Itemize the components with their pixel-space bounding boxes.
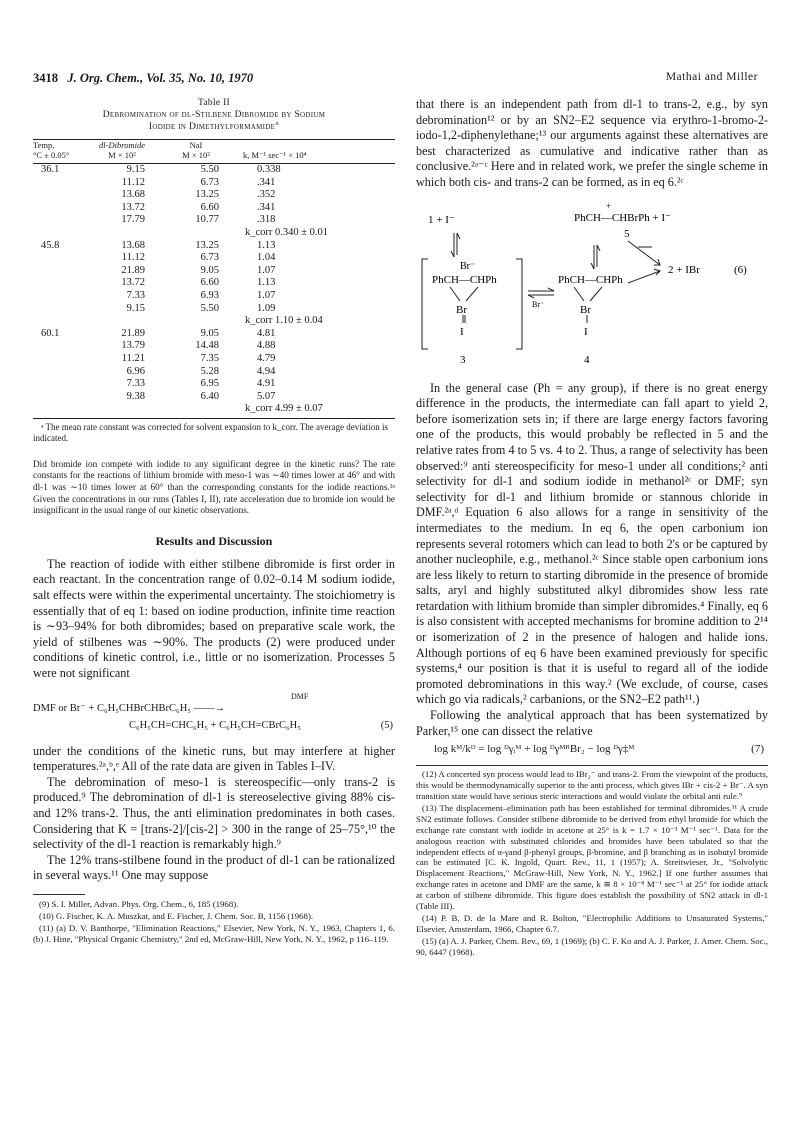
- eq5-reactants: DMF or Br⁻ + C₆H₅CHBrCHBrC₆H₅ ——→: [33, 702, 226, 714]
- equilibrium-arrow-right: [591, 245, 600, 269]
- table-body: [33, 164, 395, 419]
- dibromide-cell: 13.79: [121, 340, 145, 352]
- dibromide-cell: 9.38: [126, 390, 145, 402]
- nai-cell: 13.25: [195, 239, 219, 251]
- rate-constant-cell: 1.07: [257, 264, 276, 276]
- table-label: Table II: [197, 98, 231, 108]
- bromide-counterion: Br⁻: [460, 260, 476, 272]
- discussion-paragraph-1: that there is an independent path from dl-1 to trans-2, e.g., by syn debromination¹² or by an SN2–E2 sequence via erythro-1-bromo-2-iodo-1,2-diphenylethane;¹³ our arguments against these alternatives are best characterized as cumulative and indicative rather than as conclusive.²ᵃ⁻ᶜ Here and in related work, we prefer the single scheme in which both cis- and trans-2 can be formed, as in eq 6.²ᶜ: [416, 97, 768, 189]
- nai-cell: 6.95: [200, 378, 219, 390]
- footnote-12: (12) A concerted syn process would lead to IBr₂⁻ and trans-2. From the viewpoint of the products, this would be thermodynamically superior to the anti process, which gives IBr + cis-2 + Br⁻. A syn transition state would have serious steric interactions and would violate the orbital anti rule.⁹: [416, 769, 768, 802]
- nai-cell: 14.48: [195, 340, 219, 352]
- equilibrium-arrow-left: [451, 233, 460, 257]
- col-header-k: k, M⁻¹ sec⁻¹ × 10⁴: [243, 150, 307, 160]
- scheme-top-left: 1 + I⁻: [428, 213, 455, 226]
- table-row: [33, 202, 395, 215]
- scheme-drawing: [416, 201, 768, 367]
- table-row: [33, 252, 395, 265]
- nai-cell: 6.73: [200, 252, 219, 264]
- table-row: [33, 265, 395, 278]
- footnote-13: (13) The displacement–elimination path has been established for terminal dibromides.¹¹ A crude SN2 estimate follows. Consider stilbene dibromide to be derived from ethyl bromide for which the exchange rate constant with iodide in acetone at 25° is k = 1.7 × 10⁻³ M⁻¹ sec⁻¹. Data for the analogous reaction with substituted chlorides and bromides have been tabulated so that the independent effects of α-γand β-phenyl groups, β-bromine, and β branching as in isobutyl bromide can be estimated [C. K. Ingold, Quart. Rev., 11, 1 (1957); A. Streitwieser, Jr., "Solvolytic Displacement Reactions," McGraw-Hill, New York, N. Y., 1962.] If one further assumes that exchange rates in acetone and DMF are the same, k ≅ 8 × 10⁻⁸ M⁻¹ sec⁻¹ at 25° for iodide attack at carbon of stilbene dibromide. This figure does establish the possibility of SN2 attack in dl-1 (Table III).: [416, 802, 768, 912]
- reaction-scheme-6: [416, 201, 768, 367]
- table-row: [33, 277, 395, 290]
- rate-constant-cell: 1.04: [257, 252, 276, 264]
- nai-cell: 13.25: [195, 189, 219, 201]
- dibromide-cell: 9.15: [126, 164, 145, 175]
- col-header-nai: NaI: [189, 140, 203, 150]
- label-intermediate-3: 3: [460, 353, 466, 366]
- table-caption: [33, 97, 395, 133]
- nai-cell: 5.50: [200, 302, 219, 314]
- rate-constant-cell: 4.79: [257, 352, 276, 364]
- col-header-dibromide: dl-Dibromide: [99, 140, 145, 150]
- col-header-temp: Temp,: [33, 140, 55, 150]
- nai-cell: 6.93: [200, 289, 219, 301]
- temp-cell: 36.1: [41, 164, 60, 175]
- left-column: [33, 97, 395, 946]
- corrected-rate-constant: k_corr 4.99 ± 0.07: [233, 403, 395, 418]
- temp-cell: [33, 303, 85, 316]
- product-arrows: [628, 241, 660, 283]
- nai-cell: 7.35: [200, 352, 219, 364]
- footnote-11: (11) (a) D. V. Banthorpe, "Elimination Reactions," Elsevier, New York, N. Y., 1963, Chapters 1, 6. (b) J. Hine, "Physical Organic Chemistry," 2nd ed, McGraw-Hill, New York, N. Y., 1962, p 116–119.: [33, 922, 395, 944]
- eq7-expression: log kᴹ/kᴰ = log ᴰγᵢᴹ + log ᴰγᴹᴿBr₂ − log ᴰγ‡ᴹ: [434, 743, 635, 756]
- results-paragraph-3: The debromination of meso-1 is stereospecific—only trans-2 is produced.⁹ The debromination of dl-1 is stereoselective giving 88% cis- and 12% trans-2. Thus, the anti elimination predominates in both cases. Considering that K = [trans-2]/[cis-2] > 300 in the range of 25–75°,¹⁰ the selectivity of the dl-1 reaction is remarkably high.⁹: [33, 774, 395, 852]
- scheme-carbonium: PhCH—CHBrPh + I⁻: [574, 211, 671, 224]
- eq5-number: (5): [380, 719, 393, 731]
- scheme-products: 2 + IBr: [668, 263, 700, 276]
- table-row: [33, 240, 395, 253]
- rate-constant-cell: .341: [257, 176, 276, 188]
- corrected-rate-constant: k_corr 1.10 ± 0.04: [245, 315, 323, 327]
- rate-constant-cell: 4.81: [257, 327, 276, 339]
- table-footnote: ᵃ The mean rate constant was corrected for solvent expansion to k_corr. The average deviation is indicated.: [33, 421, 389, 444]
- rate-constant-cell: .318: [257, 214, 276, 226]
- eq5-solvent-label: DMF: [291, 691, 309, 701]
- label-intermediate-4: 4: [584, 353, 590, 366]
- bromide-competition-paragraph: Did bromide ion compete with iodide to any significant degree in the kinetic runs? The rate constants for the reactions of lithium bromide with meso-1 was ∼40 times lower at 46° and with dl-1 was ∼10 times lower at 60° than the corresponding constants for the iodide reactions.²ᵃ Given the concentrations in our runs (Tables I, II), rate acceleration due to bromide ion would be insignificant in the usual range of our kinetic observations.: [33, 458, 395, 516]
- right-footnotes: [416, 765, 768, 957]
- temp-cell: [33, 177, 85, 190]
- bridging-bromine-3: Br: [456, 303, 467, 316]
- iodine-4: I: [584, 325, 588, 338]
- left-footnotes: [33, 894, 395, 945]
- rate-constants-table: [33, 136, 395, 419]
- col-header-temp-unit: °C ± 0.05°: [33, 150, 70, 160]
- footnote-9: (9) S. I. Miller, Advan. Phys. Org. Chem., 6, 185 (1968).: [39, 898, 239, 909]
- table-row: [33, 214, 395, 227]
- dibromide-cell: 9.15: [126, 302, 145, 314]
- scheme-equation-number: (6): [734, 263, 747, 276]
- nai-cell: 6.60: [200, 201, 219, 213]
- nai-cell: 9.05: [200, 327, 219, 339]
- dibromide-cell: 7.33: [126, 289, 145, 301]
- discussion-paragraph-2: In the general case (Ph = any group), if there is no great energy difference in the products, the intermediate can fall apart to yield 2, before isomerization sets in; if there are large energy factors favoring one of the products, this would probably be reflected in 5 and the relative rates from 4 to 5 vs. 4 to 2. Thus, a range of selectivity has been observed:⁹ anti stereospecificity for meso-1 under all conditions;² anti selectivity for dl-1 and sodium iodide in methanol²ᶜ or DMF; syn selectivity for dl-1 and lithium bromide or stannous chloride in DMF.²ᵃ,ᵈ Equation 6 also allows for a range in sensitivity of the intermediates to the medium. In eq 6, the open carbonium ion represents several rotomers which can lead to both 2's or be captured by another nucleophile, e.g., methanol.²ᶜ Since stable open carbonium ions are less likely to return to starting dibromide in the presence of bromide salts, aryl and highly substituted alkyl dibromides show less rate retardation with lithium bromide than simpler dibromides.⁴ Finally, eq 6 is also consistent with accepted mechanisms for bromine addition to 2¹⁴ or isomerization of 2 in the presence of halogen and halide ions. Although portions of eq 6 have been examined previously for specific systems,⁴ our position is that it is useful to regard all of the iodide promoted debrominations in this way.² (We exclude, of course, cases which go via radicals,² carbanions, or the SN2–E2 path¹¹.): [416, 380, 768, 707]
- temp-cell: [33, 353, 85, 366]
- nai-cell: 9.05: [200, 264, 219, 276]
- nai-cell: 6.40: [200, 390, 219, 402]
- rate-constant-cell: 1.13: [257, 277, 276, 289]
- rate-constant-cell: 1.07: [257, 289, 276, 301]
- table-row: [33, 353, 395, 366]
- scheme-label-5: 5: [624, 227, 630, 240]
- temp-cell: 45.8: [41, 239, 60, 251]
- dibromide-cell: 11.12: [121, 252, 145, 264]
- table-row: [33, 290, 395, 303]
- dibromide-cell: 6.96: [126, 365, 145, 377]
- eq5-products: C₆H₅CH=CHC₆H₅ + C₆H₅CH=CBrC₆H₅: [129, 719, 301, 731]
- rate-constant-cell: 4.88: [257, 340, 276, 352]
- temp-cell: [33, 366, 85, 379]
- nai-cell: 6.60: [200, 277, 219, 289]
- kcorr-row: [33, 315, 395, 328]
- table-row: [33, 303, 395, 316]
- table-row: [33, 328, 395, 341]
- rate-constant-cell: 4.91: [257, 378, 276, 390]
- table-row: [33, 378, 395, 391]
- corrected-rate-constant: k_corr 0.340 ± 0.01: [245, 226, 329, 238]
- horizontal-equilibrium-arrow: [528, 288, 554, 298]
- footnote-14: (14) P. B. D. de la Mare and R. Bolton, "Electrophilic Additions to Unsaturated Systems," Elsevier, Amsterdam, 1966, Chapter 6.7.: [416, 913, 768, 934]
- page-header-left: [33, 71, 253, 86]
- temp-cell: [33, 290, 85, 303]
- rate-constant-cell: .341: [257, 201, 276, 213]
- table-row: [33, 366, 395, 379]
- table-row: [33, 189, 395, 202]
- table-row: [33, 164, 395, 177]
- temp-cell: [33, 340, 85, 353]
- scheme-plus-charge: +: [606, 200, 612, 211]
- equation-7: [416, 743, 768, 759]
- intermediate-4-structure: PhCH—CHPh: [558, 273, 623, 286]
- table-title-line1: Debromination of dl-Stilbene Dibromide by Sodium: [102, 110, 326, 120]
- right-column: [416, 97, 768, 959]
- dibromide-cell: 21.89: [121, 327, 145, 339]
- temp-cell: [33, 252, 85, 265]
- table-row: [33, 340, 395, 353]
- temp-cell: [33, 265, 85, 278]
- journal-citation: J. Org. Chem., Vol. 35, No. 10, 1970: [67, 71, 254, 85]
- table-row: [33, 177, 395, 190]
- footnote-15: (15) (a) A. J. Parker, Chem. Rev., 69, 1 (1969); (b) C. F. Ko and A. J. Parker, J. Amer. Chem. Soc., 90, 6447 (1968).: [416, 935, 768, 957]
- temp-cell: [33, 378, 85, 391]
- section-heading: Results and Discussion: [155, 533, 273, 548]
- kcorr-row: [33, 403, 395, 418]
- temp-cell: 60.1: [41, 327, 60, 339]
- dibromide-cell: 11.21: [121, 352, 145, 364]
- discussion-paragraph-3: Following the analytical approach that has been systematized by Parker,¹⁵ one can dissect the relative: [416, 708, 768, 738]
- nai-cell: 5.50: [200, 164, 219, 175]
- footnote-10: (10) G. Fischer, K. A. Muszkat, and E. Fischer, J. Chem. Soc. B, 1156 (1968).: [39, 910, 314, 921]
- nai-cell: 5.28: [200, 365, 219, 377]
- col-header-nai-unit: M × 10²: [182, 150, 210, 160]
- dibromide-cell: 21.89: [121, 264, 145, 276]
- temp-cell: [33, 202, 85, 215]
- rate-constant-cell: 4.94: [257, 365, 276, 377]
- rate-constant-cell: 0.338: [257, 164, 281, 175]
- results-paragraph-4: The 12% trans-stilbene found in the product of dl-1 can be rationalized in several ways.¹¹ One may suppose: [33, 852, 395, 883]
- page-header-authors: Mathai and Miller: [665, 71, 758, 83]
- col-header-dibromide-unit: M × 10²: [108, 150, 136, 160]
- dibromide-cell: 13.72: [121, 201, 145, 213]
- kcorr-row: [33, 227, 395, 240]
- table-row: [33, 391, 395, 404]
- equation-5: [33, 692, 395, 734]
- dibromide-cell: 13.72: [121, 277, 145, 289]
- dibromide-cell: 13.68: [121, 189, 145, 201]
- rate-constant-cell: 5.07: [257, 390, 276, 402]
- temp-cell: [33, 277, 85, 290]
- page-number: 3418: [33, 71, 58, 85]
- dibromide-cell: 13.68: [121, 239, 145, 251]
- dibromide-cell: 17.79: [121, 214, 145, 226]
- intermediate-3-structure: PhCH—CHPh: [432, 273, 497, 286]
- temp-cell: [33, 214, 85, 227]
- dibromide-cell: 11.12: [121, 176, 145, 188]
- table-title-line2: Iodide in Dimethylformamide$^a$: [148, 119, 280, 132]
- iodine-3: I: [460, 325, 464, 338]
- eq7-number: (7): [751, 743, 764, 756]
- rate-constant-cell: 1.09: [257, 302, 276, 314]
- rate-constant-cell: 1.13: [257, 239, 276, 251]
- bromide-over-arrow: Br⁻: [532, 299, 545, 309]
- results-paragraph-2: under the conditions of the kinetic runs, but may interfere at higher temperatures.²ᵃ,ᵇ,ᵉ All of the rate data are given in Tables I–IV.: [33, 743, 395, 774]
- dibromide-cell: 7.33: [126, 378, 145, 390]
- results-paragraph-1: The reaction of iodide with either stilbene dibromide is first order in each reactant. In the concentration range of 0.02–0.14 M sodium iodide, salt effects were within the experimental uncertainty. The stoichiometry is essentially that of eq 1: based on iodine production, infinite time reaction is ∼93–94% for both dibromides; based on preparative scale work, the yield of stilbenes was ∼90%. The products (2) were produced under conditions of kinetic control, i.e., little or no isomerization. Processes 5 were not significant: [33, 556, 395, 680]
- nai-cell: 10.77: [195, 214, 219, 226]
- intermediate-brackets: [422, 259, 522, 349]
- nai-cell: 6.73: [200, 176, 219, 188]
- temp-cell: [33, 391, 85, 404]
- bridging-bromine-4: Br: [580, 303, 591, 316]
- rate-constant-cell: .352: [257, 189, 276, 201]
- temp-cell: [33, 189, 85, 202]
